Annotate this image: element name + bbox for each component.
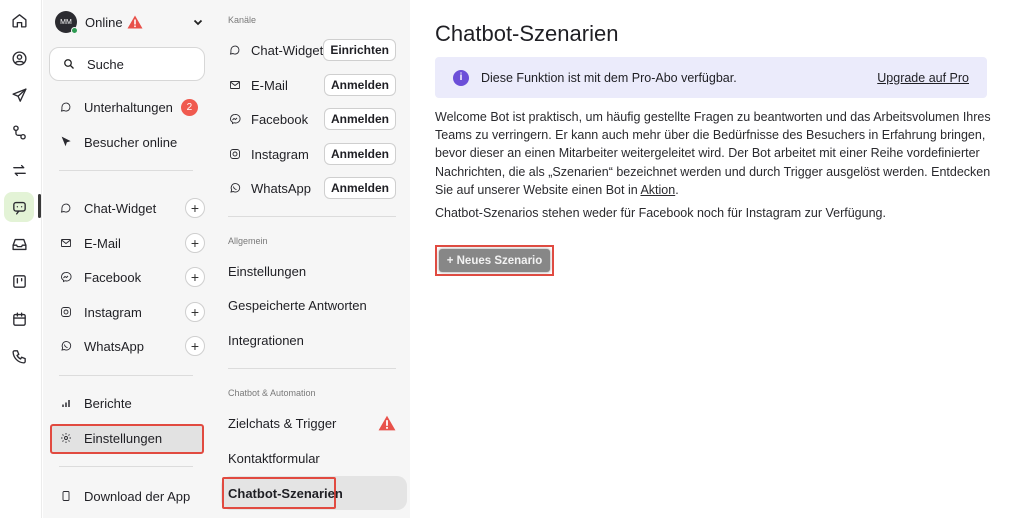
- nav-facebook-label: Facebook: [84, 269, 142, 285]
- search-label: Suche: [87, 56, 124, 72]
- nav-whatsapp[interactable]: [59, 334, 205, 358]
- mail-icon: [59, 237, 72, 250]
- home-icon[interactable]: [4, 5, 34, 35]
- settings-item-targeted-chats[interactable]: [228, 412, 396, 434]
- section-label-automation: Chatbot & Automation: [228, 388, 316, 398]
- settings-item-general[interactable]: Einstellungen: [228, 263, 307, 279]
- nav-facebook[interactable]: [59, 265, 205, 289]
- avatar: [55, 11, 77, 33]
- nav-instagram-label: Instagram: [84, 304, 142, 320]
- chat-bubble-icon: [59, 101, 72, 114]
- main-sidebar: [43, 0, 211, 518]
- setup-chat-widget-button[interactable]: Einrichten: [323, 39, 396, 61]
- settings-channel-label: WhatsApp: [251, 180, 311, 196]
- add-chat-widget-button[interactable]: +: [185, 198, 205, 218]
- nav-reports-label: Berichte: [84, 395, 132, 411]
- settings-sidebar: [211, 0, 410, 518]
- connect-email-button[interactable]: Anmelden: [324, 74, 396, 96]
- nav-visitors-label: Besucher online: [84, 134, 178, 150]
- description-paragraph: [435, 108, 995, 199]
- send-icon[interactable]: [4, 80, 34, 110]
- pro-banner: [435, 57, 987, 98]
- divider: [228, 216, 396, 217]
- nav-conversations-label: Unterhaltungen: [84, 99, 173, 115]
- warning-icon: [378, 415, 396, 431]
- nav-visitors-online[interactable]: [59, 130, 205, 154]
- nav-chat-widget[interactable]: [59, 196, 205, 220]
- instagram-icon: [59, 306, 72, 319]
- phone-icon[interactable]: [4, 341, 34, 371]
- add-whatsapp-button[interactable]: +: [185, 336, 205, 356]
- settings-channel-label: Instagram: [251, 146, 309, 162]
- nav-instagram[interactable]: [59, 300, 205, 324]
- action-link[interactable]: Aktion: [640, 182, 676, 197]
- page-title: Chatbot-Szenarien: [435, 21, 619, 46]
- banner-text: Diese Funktion ist mit dem Pro-Abo verfügbar.: [481, 70, 737, 85]
- main-content: [410, 0, 1024, 518]
- transfer-icon[interactable]: [4, 155, 34, 185]
- divider: [228, 368, 396, 369]
- settings-channel-label: Chat-Widget: [251, 42, 324, 58]
- cursor-icon: [59, 136, 72, 149]
- info-icon: i: [453, 70, 469, 86]
- settings-channel-email[interactable]: [228, 73, 396, 97]
- settings-item-chatbot-scenarios[interactable]: Chatbot-Szenarien: [228, 485, 343, 501]
- settings-channel-label: Facebook: [251, 111, 309, 127]
- settings-channel-label: E-Mail: [251, 77, 288, 93]
- nav-chat-widget-label: Chat-Widget: [84, 200, 157, 216]
- inbox-icon[interactable]: [4, 229, 34, 259]
- chatbot-icon[interactable]: [4, 192, 34, 222]
- icon-rail: [0, 0, 42, 518]
- settings-channel-chat-widget[interactable]: [228, 38, 396, 62]
- whatsapp-icon: [59, 340, 72, 353]
- unread-badge: 2: [181, 99, 198, 116]
- nav-whatsapp-label: WhatsApp: [84, 338, 144, 354]
- settings-item-integrations[interactable]: Integrationen: [228, 332, 304, 348]
- nav-settings[interactable]: [59, 426, 205, 450]
- settings-item-saved-replies[interactable]: Gespeicherte Antworten: [228, 297, 367, 313]
- messenger-icon: [59, 271, 72, 284]
- status-selector[interactable]: [55, 10, 203, 34]
- upgrade-link[interactable]: Upgrade auf Pro: [877, 70, 969, 85]
- search-button[interactable]: [49, 47, 205, 81]
- settings-channel-whatsapp[interactable]: [228, 176, 396, 200]
- instagram-icon: [228, 148, 241, 161]
- chat-bubble-icon: [59, 202, 72, 215]
- mobile-phone-icon: [59, 490, 72, 503]
- kanban-icon[interactable]: [4, 266, 34, 296]
- connect-facebook-button[interactable]: Anmelden: [324, 108, 396, 130]
- mail-icon: [228, 79, 241, 92]
- contacts-icon[interactable]: [4, 43, 34, 73]
- nav-settings-label: Einstellungen: [84, 430, 163, 446]
- nav-conversations[interactable]: [59, 95, 205, 119]
- description-end: .: [675, 182, 679, 197]
- settings-item-contact-form[interactable]: Kontaktformular: [228, 450, 320, 466]
- chat-bubble-icon: [228, 44, 241, 57]
- add-facebook-button[interactable]: +: [185, 267, 205, 287]
- calendar-icon[interactable]: [4, 304, 34, 334]
- settings-item-label: Zielchats & Trigger: [228, 415, 337, 431]
- automation-icon[interactable]: [4, 117, 34, 147]
- new-scenario-button[interactable]: + Neues Szenario: [439, 249, 550, 272]
- nav-download-app[interactable]: [59, 484, 205, 508]
- description-text: Welcome Bot ist praktisch, um häufig gestellte Fragen zu beantworten und das Arbeitsvolumen Ihres Teams zu verringern. Er kann auch mehr über die Bedürfnisse des Besuchers in Erfahrung bringen, bevor dieser an einen Mitarbeiter weitergeleitet wird. Der Bot arbeitet mit einer Reihe vordefinierter Nachrichten, die als „Szenarien“ bezeichnet werden und durch Trigger ausgelöst werden. Entdecken Sie auf unserer Website einen Bot in: [435, 110, 991, 197]
- whatsapp-icon: [228, 182, 241, 195]
- messenger-icon: [228, 113, 241, 126]
- online-dot: [71, 27, 78, 34]
- bar-chart-icon: [59, 397, 72, 410]
- nav-download-label: Download der App: [84, 488, 191, 504]
- settings-channel-instagram[interactable]: [228, 142, 396, 166]
- chevron-down-icon[interactable]: [193, 17, 203, 27]
- nav-email[interactable]: [59, 231, 205, 255]
- add-email-button[interactable]: +: [185, 233, 205, 253]
- search-icon: [63, 58, 75, 70]
- warning-icon: [127, 15, 143, 29]
- settings-channel-facebook[interactable]: [228, 107, 396, 131]
- connect-whatsapp-button[interactable]: Anmelden: [324, 177, 396, 199]
- divider: [59, 375, 193, 376]
- gear-icon: [59, 432, 72, 445]
- divider: [59, 170, 193, 171]
- availability-note: Chatbot-Szenarios stehen weder für Facebook noch für Instagram zur Verfügung.: [435, 206, 886, 220]
- avatar-initials: MM: [60, 18, 72, 26]
- connect-instagram-button[interactable]: Anmelden: [324, 143, 396, 165]
- rail-active-indicator: [38, 194, 41, 218]
- nav-email-label: E-Mail: [84, 235, 121, 251]
- section-label-general: Allgemein: [228, 236, 268, 246]
- nav-reports[interactable]: [59, 391, 205, 415]
- add-instagram-button[interactable]: +: [185, 302, 205, 322]
- status-label: Online: [85, 14, 123, 30]
- section-label-channels: Kanäle: [228, 15, 257, 25]
- divider: [59, 466, 193, 467]
